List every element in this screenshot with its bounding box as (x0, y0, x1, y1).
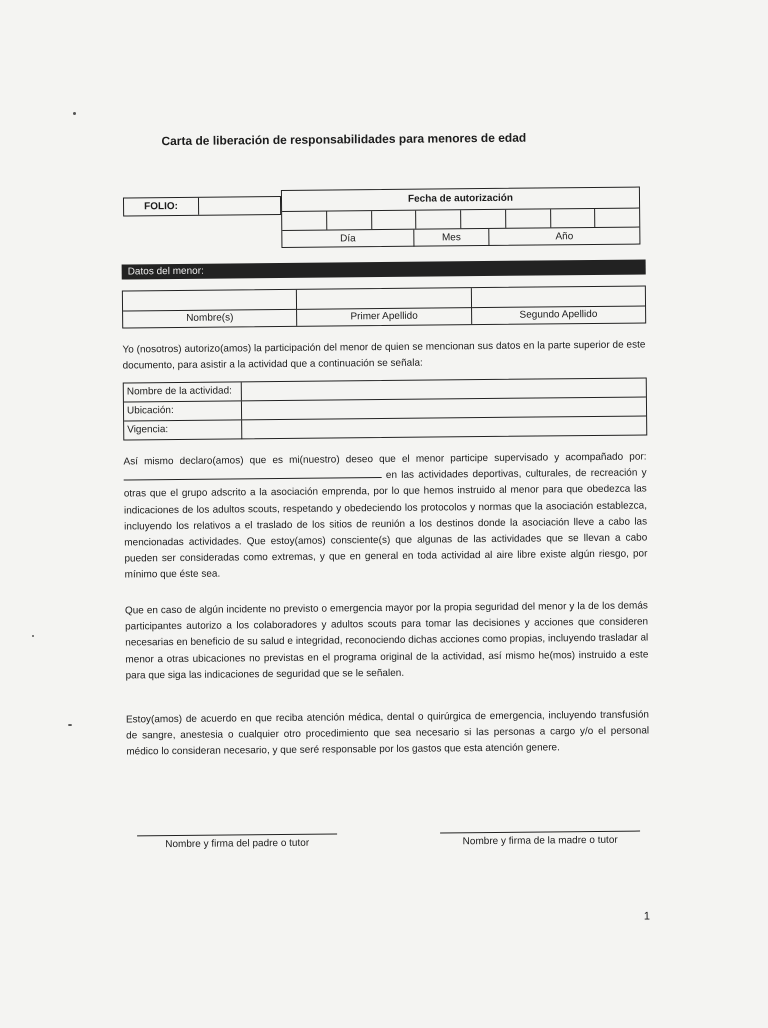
father-signature-line: Nombre y firma del padre o tutor (137, 833, 337, 850)
section-minor-data: Datos del menor: (122, 259, 646, 279)
second-surname-label: Segundo Apellido (472, 306, 645, 324)
declaration-rest: en las actividades deportivas, culturales, de recreación y otras que el grupo adscrito a la asociación emprenda, por lo que hemos instruido al menor para que obedezca las indicaciones de los adultos scouts, respetando y obedeciendo los protocolos y normas que la asociación establezca, incluyendo los relativos a el traslado de los sitios de reunión a los destinos donde la asociación lleve a cabo las mencionadas actividades. Que estoy(amos) consciente(s) que algunas de las actividades que se llevan a cabo pueden ser consideradas como extremas, y que en general en toda actividad al aire libre existe algún riesgo, por mínimo que éste sea. (124, 468, 648, 581)
declaration-start: Así mismo declaro(amos) que es mi(nuestro) deseo que el menor participe supervisado y acompañado por: (123, 451, 646, 467)
declaration-paragraph (123, 449, 647, 584)
authorization-date-header: Fecha de autorización (282, 188, 639, 212)
scan-speck (68, 724, 72, 726)
scan-speck (73, 112, 76, 115)
day-label: Día (282, 230, 414, 248)
first-surname-label: Primer Apellido (297, 308, 470, 326)
medical-paragraph: Estoy(amos) de acuerdo en que reciba atención médica, dental o quirúrgica de emergencia, incluyendo transfusión de sangre, anestesia o cualquier otro procedimiento que sea necesario si las personas a cargo y/o el personal médico lo consideran necesario, y que seré responsable por los gastos que esta atención genere. (126, 707, 649, 761)
month-label: Mes (414, 229, 489, 247)
activity-name-label: Nombre de la actividad: (124, 382, 242, 401)
document-title: Carta de liberación de responsabilidades para menores de edad (161, 131, 526, 149)
minor-names-table (122, 285, 646, 328)
scan-speck (32, 635, 34, 637)
activity-table (123, 377, 648, 440)
folio-label: FOLIO: (124, 198, 199, 216)
page-number: 1 (644, 910, 650, 922)
mother-signature-line: Nombre y firma de la madre o tutor (440, 831, 640, 848)
supervisor-blank-line (124, 468, 382, 480)
activity-location-label: Ubicación: (124, 401, 242, 420)
authorization-date-table (281, 187, 641, 248)
folio-field (123, 196, 281, 217)
date-labels (282, 228, 639, 248)
activity-validity-label: Vigencia: (124, 420, 242, 440)
intro-paragraph: Yo (nosotros) autorizo(amos) la participación del menor de quien se mencionan sus datos en la parte superior de este documento, para asistir a la actividad que a continuación se señala: (122, 337, 645, 374)
year-label: Año (489, 228, 639, 246)
incident-paragraph: Que en caso de algún incidente no previsto o emergencia mayor por la propia seguridad del menor y la de los demás participantes autorizo a los colaboradores y adultos scouts para tomar las decisiones y acciones que consideren necesarias en beneficio de su salud e integridad, reconociendo dichas acciones como propias, incluyendo trasladar al menor a otras ubicaciones no previstas en el programa original de la actividad, así mismo he(mos) instruido a este para que siga las indicaciones de seguridad que se le señalen. (125, 598, 649, 684)
first-name-label: Nombre(s) (123, 310, 296, 328)
